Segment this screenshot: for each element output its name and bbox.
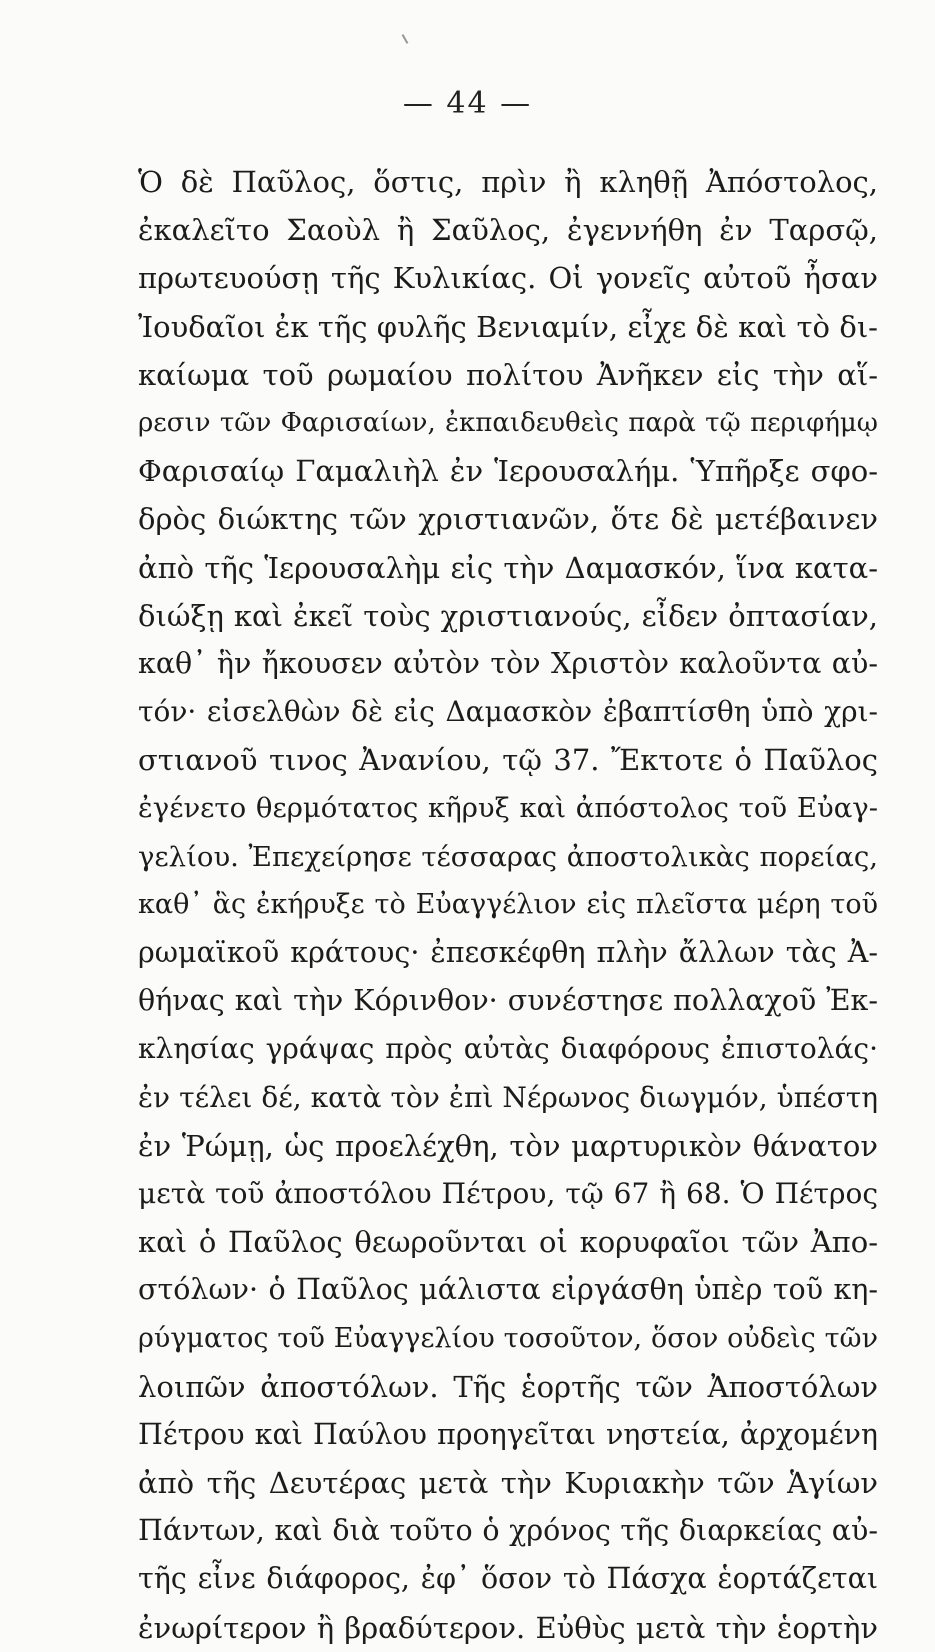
- text-line: ἐν τέλει δέ, κατὰ τὸν ἐπὶ Νέρωνος διωγμόν, ὑπέστη: [138, 1080, 878, 1114]
- text-line: στόλων· ὁ Παῦλος μάλιστα εἰργάσθη ὑπὲρ τοῦ κη-: [138, 1273, 878, 1307]
- text-line: δρὸς διώκτης τῶν χριστιανῶν, ὅτε δὲ μετέβαινεν: [138, 502, 878, 537]
- text-line: ρεσιν τῶν Φαρισαίων, ἐκπαιδευθεὶς παρὰ τῷ περιφήμῳ: [138, 407, 878, 438]
- text-line: ρωμαϊκοῦ κράτους· ἐπεσκέφθη πλὴν ἄλλων τὰς Ἀ-: [138, 936, 878, 969]
- text-line: Φαρισαίῳ Γαμαλιὴλ ἐν Ἱερουσαλήμ. Ὑπῆρξε σφο-: [138, 454, 878, 489]
- text-line: ἐν Ῥώμῃ, ὡς προελέχθη, τὸν μαρτυρικὸν θάνατον: [138, 1128, 878, 1163]
- ink-speck: [402, 34, 409, 44]
- text-line: λοιπῶν ἀποστόλων. Τῆς ἑορτῆς τῶν Ἀποστόλων: [138, 1369, 878, 1404]
- text-line: γελίου. Ἐπεχείρησε τέσσαρας ἀποστολικὰς πορείας,: [138, 840, 878, 873]
- text-line: Πέτρου καὶ Παύλου προηγεῖται νηστεία, ἀρχομένη: [138, 1417, 878, 1451]
- text-line: κλησίας γράψας πρὸς αὐτὰς διαφόρους ἐπιστολάς·: [138, 1032, 878, 1066]
- text-line: στιανοῦ τινος Ἀνανίου, τῷ 37. Ἔκτοτε ὁ Παῦλος: [138, 743, 878, 778]
- text-line: τόν· εἰσελθὼν δὲ εἰς Δαμασκὸν ἐβαπτίσθη ὑπὸ χρι-: [138, 695, 878, 729]
- text-line: ἐγένετο θερμότατος κῆρυξ καὶ ἀπόστολος τοῦ Εὐαγ-: [138, 792, 878, 825]
- page-number: — 44 —: [402, 86, 533, 121]
- text-line: καθ᾿ ἃς ἐκήρυξε τὸ Εὐαγγέλιον εἰς πλεῖστα μέρη τοῦ: [138, 888, 878, 920]
- text-line: ἐνωρίτερον ἢ βραδύτερον. Εὐθὺς μετὰ τὴν ἑορτὴν: [138, 1610, 878, 1645]
- text-line: καθ᾿ ἣν ἤκουσεν αὐτὸν τὸν Χριστὸν καλοῦντα αὐ-: [138, 646, 878, 680]
- text-line: διώξῃ καὶ ἐκεῖ τοὺς χριστιανούς, εἶδεν ὀπτασίαν,: [138, 598, 878, 633]
- text-line: μετὰ τοῦ ἀποστόλου Πέτρου, τῷ 67 ἢ 68. Ὁ Πέτρος: [138, 1176, 878, 1210]
- text-line: καὶ ὁ Παῦλος θεωροῦνται οἱ κορυφαῖοι τῶν Ἀπο-: [138, 1225, 878, 1260]
- text-line: Ὁ δὲ Παῦλος, ὅστις, πρὶν ἢ κληθῇ Ἀπόστολος,: [138, 165, 878, 199]
- text-line: ἀπὸ τῆς Δευτέρας μετὰ τὴν Κυριακὴν τῶν Ἁγίων: [138, 1466, 878, 1501]
- text-line: Ἰουδαῖοι ἐκ τῆς φυλῆς Βενιαμίν, εἶχε δὲ καὶ τὸ δι-: [138, 309, 878, 344]
- text-line: Πάντων, καὶ διὰ τοῦτο ὁ χρόνος τῆς διαρκείας αὐ-: [138, 1514, 878, 1548]
- text-line: ἐκαλεῖτο Σαοὺλ ἢ Σαῦλος, ἐγεννήθη ἐν Ταρσῷ,: [138, 213, 878, 248]
- text-line: θήνας καὶ τὴν Κόρινθον· συνέστησε πολλαχοῦ Ἐκ-: [138, 984, 878, 1018]
- body-text: [138, 158, 878, 1652]
- text-line: ρύγματος τοῦ Εὐαγγελίου τοσοῦτον, ὅσον οὐδεὶς τῶν: [138, 1322, 878, 1354]
- text-line: ἀπὸ τῆς Ἱερουσαλὴμ εἰς τὴν Δαμασκόν, ἵνα κατα-: [138, 550, 878, 585]
- text-line: τῆς εἶνε διάφορος, ἐφ᾿ ὅσον τὸ Πάσχα ἑορτάζεται: [138, 1562, 878, 1596]
- text-line: πρωτευούσῃ τῆς Κυλικίας. Οἱ γονεῖς αὐτοῦ ἦσαν: [138, 261, 878, 296]
- text-line: καίωμα τοῦ ρωμαίου πολίτου Ἀνῆκεν εἰς τὴν αἵ-: [138, 357, 878, 392]
